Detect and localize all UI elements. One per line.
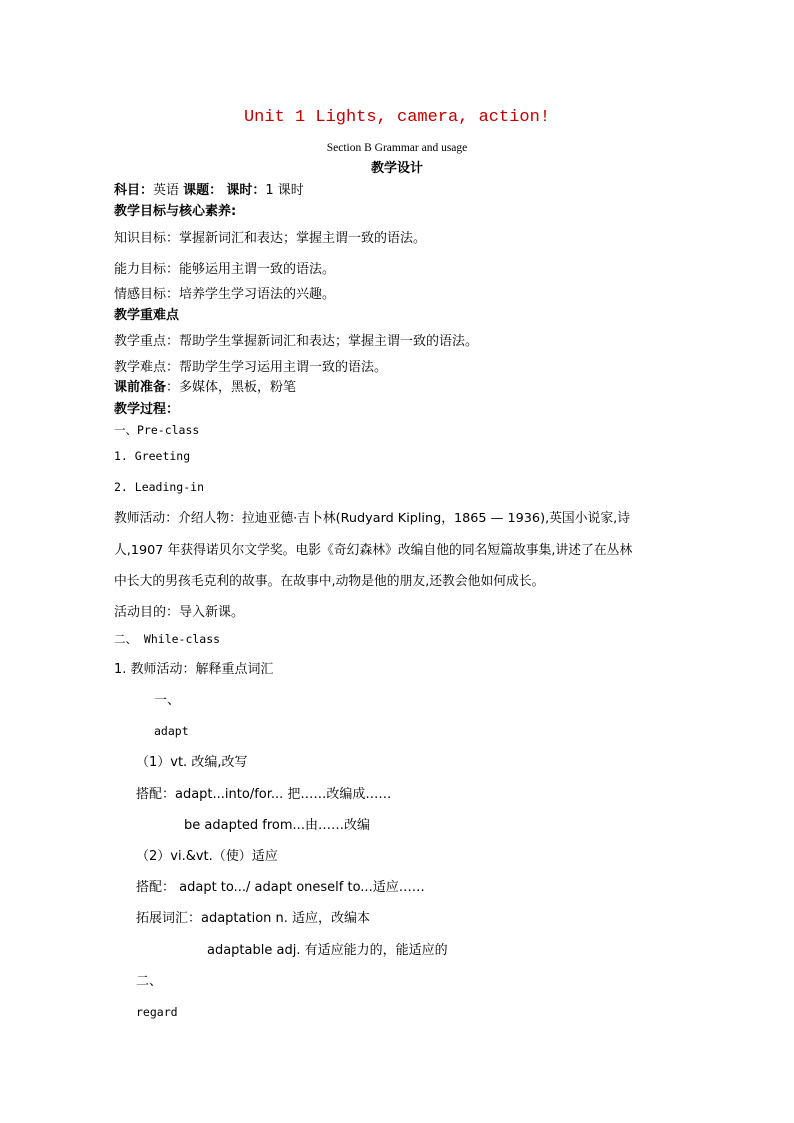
periods-value: 1 课时 <box>265 183 304 198</box>
pre-class-heading: 一、Pre-class <box>114 423 200 437</box>
topic-label: 课题： <box>183 183 223 198</box>
meta-line <box>114 183 304 199</box>
greeting-item: 1. Greeting <box>114 449 191 463</box>
periods-label: 课时： <box>226 183 266 198</box>
teacher-activity-line-1: 教师活动：介绍人物：拉迪亚德·吉卜林(Rudyard Kipling，1865 — 1936),英国小说家,诗 <box>114 511 630 526</box>
design-heading: 教学设计 <box>370 161 423 176</box>
prep-label: 课前准备 <box>114 380 167 395</box>
leading-in-item: 2. Leading-in <box>114 480 205 494</box>
adapt-sense-2: （2）vi.&vt.（使）适应 <box>136 849 278 864</box>
teacher-vocab-item: 1. 教师活动：解释重点词汇 <box>114 662 274 677</box>
subject-label: 科目： <box>114 183 154 198</box>
keypoints-heading: 教学重难点 <box>114 308 180 323</box>
adapt-extension-1: 拓展词汇：adaptation n. 适应，改编本 <box>136 911 371 926</box>
subject-value: 英语 <box>153 183 180 198</box>
goal-ability: 能力目标：能够运用主谓一致的语法。 <box>114 262 336 277</box>
adapt-collocation-2: be adapted from...由……改编 <box>184 818 370 833</box>
teacher-activity-line-3: 中长大的男孩毛克利的故事。在故事中,动物是他的朋友,还教会他如何成长。 <box>114 574 545 589</box>
process-heading: 教学过程： <box>114 402 180 417</box>
word-regard: regard <box>136 1005 178 1019</box>
goal-emotion: 情感目标：培养学生学习语法的兴趣。 <box>114 287 336 302</box>
keypoint-focus: 教学重点：帮助学生掌握新词汇和表达；掌握主谓一致的语法。 <box>114 334 479 349</box>
word-adapt: adapt <box>154 724 189 738</box>
adapt-sense-1: （1）vt. 改编,改写 <box>136 755 248 770</box>
adapt-extension-2: adaptable adj. 有适应能力的，能适应的 <box>207 943 448 958</box>
teacher-activity-line-2: 人,1907 年获得诺贝尔文学奖。电影《奇幻森林》改编自他的同名短篇故事集,讲述了在丛林 <box>114 543 633 558</box>
activity-purpose: 活动目的：导入新课。 <box>114 605 245 620</box>
prep-line <box>114 380 296 396</box>
document-subtitle: Section B Grammar and usage <box>326 142 468 154</box>
goal-knowledge: 知识目标：掌握新词汇和表达；掌握主谓一致的语法。 <box>114 231 427 246</box>
keypoint-difficulty: 教学难点：帮助学生学习运用主谓一致的语法。 <box>114 360 388 375</box>
document-title: Unit 1 Lights, camera, action! <box>243 108 551 127</box>
prep-value: ：多媒体，黑板，粉笔 <box>166 380 297 395</box>
goals-heading: 教学目标与核心素养: <box>114 204 237 219</box>
while-class-heading: 二、 While-class <box>114 632 221 646</box>
item-one-marker: 一、 <box>154 693 181 708</box>
adapt-collocation-3: 搭配： adapt to.../ adapt oneself to...适应…… <box>136 880 425 895</box>
item-two-marker: 二、 <box>136 974 163 989</box>
adapt-collocation-1: 搭配：adapt...into/for... 把……改编成…… <box>136 787 392 802</box>
